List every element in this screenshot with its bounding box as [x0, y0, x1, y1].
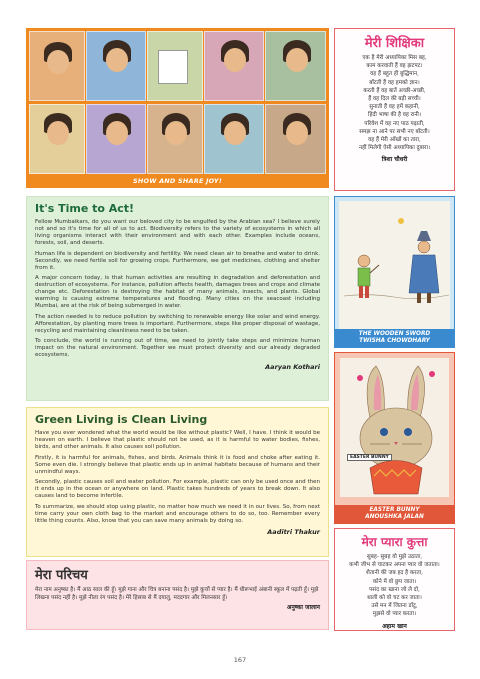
- article-paragraph: A major concern today, is that human activities are resulting in degradation and deforestation and destruction of ecosystems. For instance, pollution affects health, damages trees and crops and climate change etc. Deforestation is destroying the habitat of many animals, insects, and plants. Global warming is causing extreme temperatures and flooding. Many cities on the seacoast including Mumbai, are at the risk of being submerged in water.: [35, 275, 320, 309]
- collage-photo: [265, 31, 326, 101]
- poem-title: मेरी शिक्षिका: [364, 36, 425, 51]
- article-paragraph: Firstly, it is harmful for animals, fishes, and birds. Animals think it is food and choke after eating it. Some even die. I strongly believe that plastic ends up in animal habitats because of humans and their unmindful ways.: [35, 454, 320, 475]
- poem-line: सुबह- सुबह वो मुझे उठाता,: [366, 554, 423, 560]
- artwork-caption: [335, 329, 454, 347]
- article-time-to-act: [26, 196, 329, 401]
- poem-line: कभी जीभ से चाटकर अपना प्यार वो जताता।: [349, 562, 440, 569]
- poem-my-teacher: [334, 28, 455, 191]
- poem-line: सुनाती हैं वह हमें कहानी,: [369, 104, 420, 111]
- poem-line: एक है मेरी अध्यापिका मिस बह,: [362, 55, 427, 61]
- collage-photo: [147, 31, 203, 101]
- collage-caption: SHOW AND SHARE JOY!: [132, 177, 222, 185]
- poem-title: मेरा प्यारा कुत्ता: [361, 535, 428, 549]
- article-paragraph: Secondly, plastic causes soil and water pollution. For example, plastic can only be used once and then it ends up in the ocean or anywhere on land. Plastic takes hundreds of years to break down. It also causes land to become infertile.: [35, 479, 320, 499]
- collage-photo: [29, 31, 85, 101]
- article-author: अनुष्का जालान: [286, 604, 320, 611]
- poem-author: अहाम खान: [382, 622, 407, 630]
- collage-photo: [86, 104, 146, 174]
- easter-bunny-tag: EASTER BUNNY: [347, 454, 392, 461]
- artwork-artist: ANOUSHKA JALAN: [365, 514, 424, 520]
- poem-author: त्रिशा चौधरी: [381, 156, 408, 164]
- poem-line: वह हैं बहुत ही बुद्धिमान,: [370, 71, 419, 78]
- poem-line: कोने में वो छुप जाता।: [372, 578, 417, 585]
- drawing-paper: [339, 201, 450, 343]
- poem-line: उसे मन में जितना डाँटू,: [371, 603, 418, 610]
- artwork-artist: TWISHA CHOWDHARY: [359, 338, 430, 344]
- poem-line: करती हैं वह बातें अच्छी-अच्छी,: [363, 87, 426, 94]
- poem-line: बाँटती हैं वह हमको ज्ञान।: [369, 79, 420, 86]
- collage-photo: [29, 104, 85, 174]
- article-mera-parichay: [26, 560, 329, 630]
- poem-line: मुझसे वो प्यार करता।: [372, 611, 417, 618]
- collage-photo: [204, 31, 264, 101]
- article-paragraph: To summarize, we should stop using plastic, no matter how much we need it in our lives. So, from next time carry your own cloth bag to the market and encourage others to do so, too. Remember every little thing counts. Also, know that you can save many animals by doing so.: [35, 503, 320, 524]
- artwork-wooden-sword: [334, 196, 455, 348]
- poem-line: समझ ना आने पर सभी नए बाँटती।: [359, 128, 430, 135]
- collage-photo: [204, 104, 264, 174]
- artwork-caption: [335, 505, 454, 523]
- article-title: मेरा परिचय: [35, 568, 88, 583]
- article-title: Green Living is Clean Living: [35, 413, 208, 426]
- article-paragraph: To conclude, the world is running out of time, we need to jointly take steps and minimize human impact on the natural environment. Together we must protect diversity and our already degraded ecosystems.: [35, 338, 320, 358]
- photo-collage: [26, 28, 329, 188]
- article-paragraph: Human life is dependent on biodiversity and fertility. We need clean air to breathe and water to drink. Secondly, we need fertile soil for growing crops. Furthermore, we get medicines, clothing and shelter from it.: [35, 250, 320, 271]
- poem-line: परिवेश में वह नए पाठ पढ़ाती,: [364, 120, 425, 127]
- article-paragraph: The action needed is to reduce pollution by switching to renewable energy like solar and wind energy. Afforestation, by planting more trees is important. Furthermore, steps like proper disposal of wastage, recycling and maintaining cleanliness need to be taken.: [35, 313, 320, 334]
- poem-line: काम करवाती हैं वह झटपट।: [366, 63, 423, 70]
- poem-line: पसंद का खाना जो ले दो,: [369, 586, 420, 593]
- artwork-easter-bunny: [334, 352, 455, 524]
- collage-photo: [147, 104, 203, 174]
- article-paragraph: Fellow Mumbaikars, do you want our beloved city to be engulfed by the Arabian sea? I believe surely not and so it's time for all of us to act. Biodiversity refers to the variety of ecosystems in which all living organisms interact with their environment and with each other. Examples include oceans, forests, soil, and deserts.: [35, 219, 320, 246]
- page-number: 167: [233, 656, 247, 664]
- poem-line: शैतानी की जब हद है करता,: [366, 570, 423, 577]
- poem-line: हैं वह दिल की बड़ी सच्ची।: [368, 96, 421, 103]
- article-author: Aaryan Kothari: [265, 362, 320, 371]
- poem-line: नहीं मिलेगी ऐसी अध्यापिका दुबारा।: [358, 145, 431, 152]
- article-green-living: [26, 407, 329, 557]
- article-paragraph: Have you ever wondered what the world would be like without plastic? Well, I have. I think it would be heaven on earth. I believe that plastic should not be used, as it is harmful to water bodies, fishes, birds, and other animals. It also causes soil pollution.: [35, 430, 320, 450]
- article-title: It's Time to Act!: [35, 202, 135, 215]
- poem-line: वह हैं मेरी आँखों का तारा,: [368, 137, 421, 144]
- wooden-sword-drawing: [339, 201, 452, 327]
- easter-bunny-drawing: [340, 358, 451, 499]
- article-paragraph: मेरा नाम अनुष्का है। मैं आठ साल की हूँ। मुझे गाना और चित्र बनाना पसंद है। मुझे कुत्तों से प्यार है। मैं धीरूभाई अंबानी स्कूल में पढ़ती हूँ। मुझे लिखना पसंद नहीं है। मुझे नीला रंग पसंद है। मेरे हिसाब से मैं दयालु, मददगार और मिलनसार हूँ।: [35, 587, 319, 601]
- collage-photo: [86, 31, 146, 101]
- drawing-paper: [340, 358, 449, 497]
- collage-photo: [265, 104, 326, 174]
- poem-line: हिंदी भाषा की है वह रानी।: [368, 112, 421, 119]
- article-author: Aaditri Thakur: [267, 528, 320, 536]
- poem-my-dog: [334, 528, 455, 631]
- artwork-title: EASTER BUNNY: [369, 507, 420, 513]
- poem-line: थाली को वो चट कर जाता।: [367, 595, 422, 602]
- artwork-title: THE WOODEN SWORD: [358, 331, 431, 337]
